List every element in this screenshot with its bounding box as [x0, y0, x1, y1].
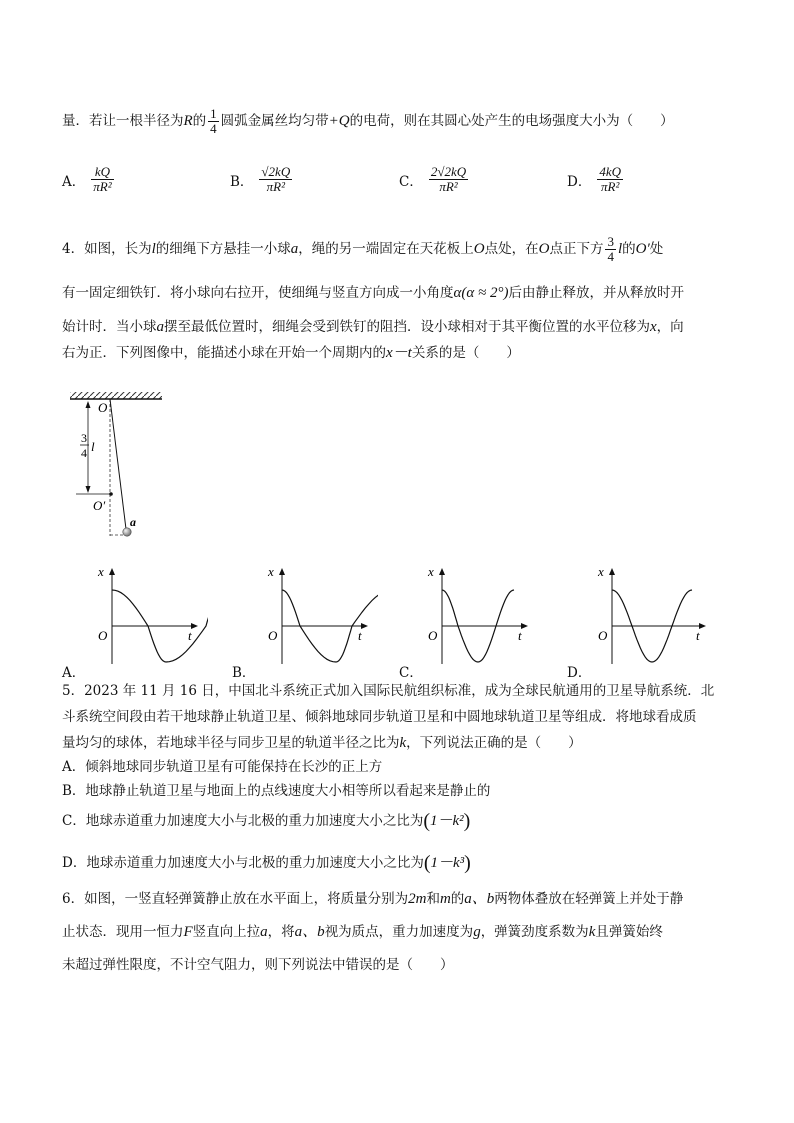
label-O-prime: O′: [93, 498, 106, 513]
q3-text: 圆弧金属丝均匀带: [220, 113, 329, 129]
graph-c: [418, 560, 538, 670]
q5-option-c[interactable]: C．地球赤道重力加速度大小与北极的重力加速度大小之比为(1－k²): [62, 810, 471, 832]
fraction-quarter: $\frac{1}{4}$: [210, 106, 217, 136]
q3-option-d[interactable]: D． $\frac{4kQ}{\text{πR²}}$: [567, 164, 621, 194]
q3-text: 的: [192, 113, 207, 129]
label-O: O: [98, 400, 108, 415]
q5-stem-line2: 斗系统空间段由若干地球静止轨道卫星、倾斜地球同步轨道卫星和中圆地球轨道卫星等组成．将地球看成质: [62, 709, 697, 725]
q5-stem-line3: 量均匀的球体，若地球半径与同步卫星的轨道半径之比为k，下列说法正确的是（ ）: [62, 735, 582, 751]
x-label: x: [98, 564, 104, 579]
q4-stem-line2: 有一固定细铁钉．将小球向右拉开，使细绳与竖直方向成一小角度α(α ≈ 2°)后由静止释放，并从释放时开: [62, 285, 684, 301]
ball-a: [123, 528, 131, 536]
q4-option-b[interactable]: B．: [232, 665, 256, 681]
graph-a: [88, 560, 208, 670]
q4-stem-line3: 始计时．当小球a摆至最低位置时，细绳会受到铁钉的阻挡．设小球相对于其平衡位置的水平位移为x，向: [62, 319, 684, 335]
q3-option-a[interactable]: A． $\frac{kQ}{\text{πR²}}$: [62, 164, 112, 194]
label-frac-den: 4: [81, 446, 87, 460]
origin-label: O: [598, 628, 608, 643]
q4-option-d[interactable]: D．: [567, 665, 592, 681]
q4-option-c[interactable]: C．: [399, 665, 423, 681]
q6-stem-line3: 未超过弹性限度，不计空气阻力，则下列说法中错误的是（ ）: [62, 957, 454, 973]
origin-label: O: [268, 628, 278, 643]
pendulum-figure: [60, 390, 170, 540]
label-a: a: [130, 515, 136, 529]
graph-b: [258, 560, 378, 670]
var-R: R: [183, 113, 193, 129]
x-arrow: [279, 568, 285, 575]
origin-label: O: [98, 628, 108, 643]
t-arrow: [521, 623, 528, 629]
string: [110, 399, 126, 529]
q6-stem-line2: 止状态．现用一恒力F竖直向上拉a，将a、b视为质点，重力加速度为g，弹簧劲度系数为k且弹簧始终: [62, 924, 663, 940]
dim-arrow-down: [86, 486, 91, 493]
q4-option-a[interactable]: A．: [62, 665, 86, 681]
graph-d: [588, 560, 708, 670]
x-label: x: [598, 564, 604, 579]
q4-stem-line4: 右为正．下列图像中，能描述小球在开始一个周期内的x－t关系的是（ ）: [62, 345, 520, 361]
x-label: x: [428, 564, 434, 579]
x-arrow: [609, 568, 615, 575]
x-label: x: [268, 564, 274, 579]
q3-text: 的电荷，则在其圆心处产生的电场强度大小为（ ）: [349, 113, 674, 129]
x-arrow: [439, 568, 445, 575]
t-arrow: [699, 623, 706, 629]
ceiling-hatch: [70, 392, 162, 399]
q5-option-b[interactable]: B．地球静止轨道卫星与地面上的点线速度大小相等所以看起来是静止的: [62, 783, 491, 799]
var-charge: +Q: [328, 113, 350, 129]
q5-option-a[interactable]: A．倾斜地球同步轨道卫星有可能保持在长沙的正上方: [62, 759, 383, 775]
q5-stem-line1: 5．2023 年 11 月 16 日，中国北斗系统正式加入国际民航组织标准，成为全球民航通用的卫星导航系统．北: [62, 683, 715, 699]
t-label: t: [358, 628, 362, 643]
origin-label: O: [428, 628, 438, 643]
t-arrow: [361, 623, 368, 629]
t-label: t: [696, 628, 700, 643]
q3-stem: [62, 107, 674, 136]
label-frac-num: 3: [81, 431, 87, 445]
label-l: l: [91, 439, 95, 454]
t-label: t: [518, 628, 522, 643]
t-label: t: [188, 628, 192, 643]
dim-arrow-up: [86, 401, 91, 408]
q5-option-d[interactable]: D．地球赤道重力加速度大小与北极的重力加速度大小之比为(1－k³): [62, 852, 471, 874]
q6-stem-line1: 6．如图，一竖直轻弹簧静止放在水平面上，将质量分别为2m和m的a、b两物体叠放在轻弹簧上并处于静: [62, 891, 684, 907]
q3-option-b[interactable]: B． $\frac{√2kQ}{\text{πR²}}$: [230, 164, 291, 194]
fraction-three-quarters: $\frac{3}{4}$: [607, 234, 614, 264]
x-arrow: [109, 568, 115, 575]
q3-option-c[interactable]: C． $\frac{2√2kQ}{\text{πR²}}$: [399, 164, 467, 194]
q3-text: 量．若让一根半径为: [62, 113, 184, 129]
q4-stem-line1: 4．如图，长为l的细绳下方悬挂一小球a，绳的另一端固定在天花板上O点处，在O点正下方 $\frac{3}{4}$ l的O′处: [62, 234, 664, 264]
t-arrow: [191, 623, 198, 629]
